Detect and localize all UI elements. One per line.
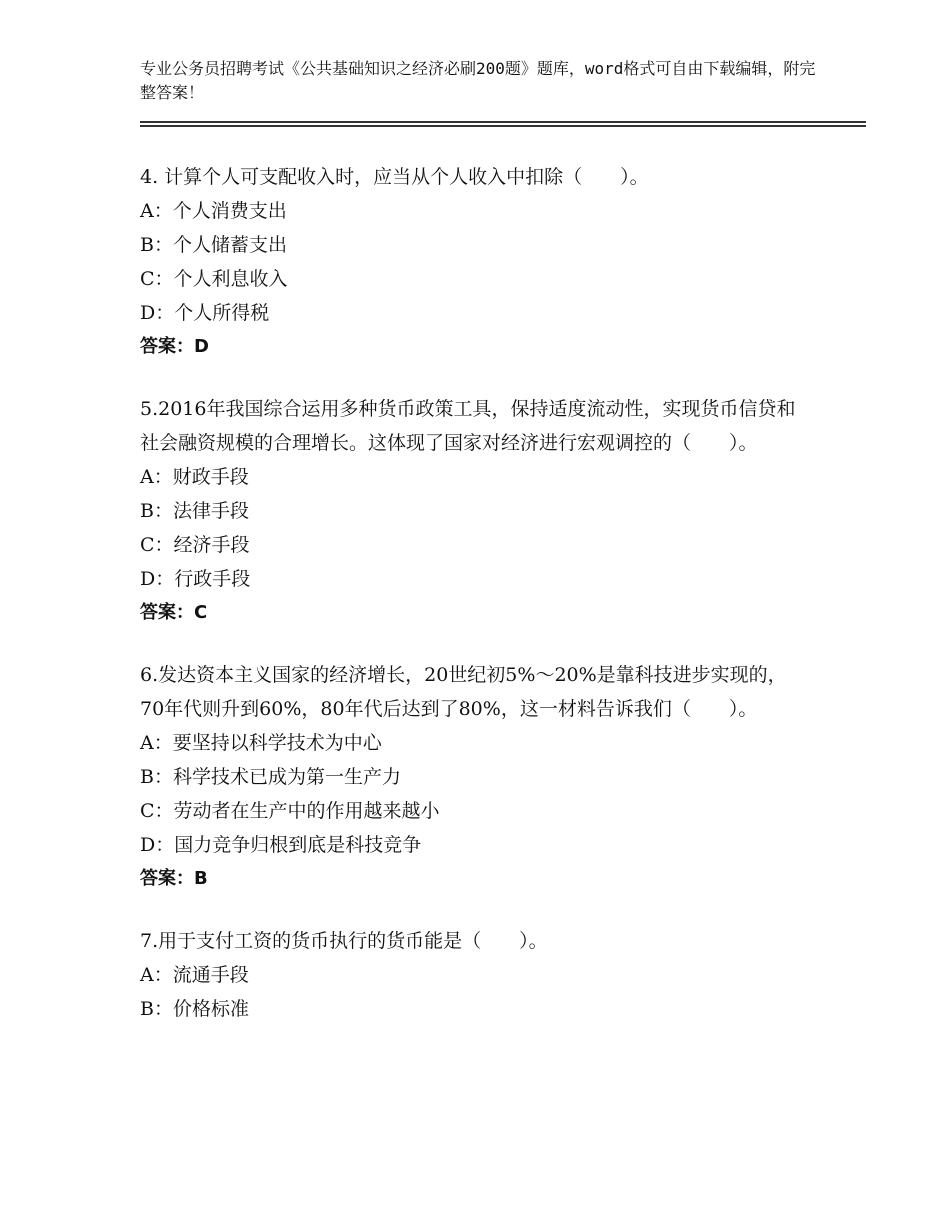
option-a: A：要坚持以科学技术为中心: [140, 732, 382, 754]
question-stem: 7.用于支付工资的货币执行的货币能是（ ）。: [140, 930, 548, 952]
option-c: C：个人利息收入: [140, 268, 288, 290]
option-c: C：劳动者在生产中的作用越来越小: [140, 800, 440, 822]
answer-label: 答案：C: [140, 602, 208, 623]
option-a: A：流通手段: [140, 964, 249, 986]
question-4: [140, 160, 810, 364]
option-a: A：个人消费支出: [140, 200, 287, 222]
option-b: B：个人储蓄支出: [140, 234, 287, 256]
question-7: [140, 924, 810, 1026]
question-stem: 5.2016年我国综合运用多种货币政策工具，保持适度流动性，实现货币信贷和社会融资规模的合理增长。这体现了国家对经济进行宏观调控的（ ）。: [140, 398, 796, 454]
document-header: 专业公务员招聘考试《公共基础知识之经济必刷200题》题库，word格式可自由下载编辑，附完整答案！: [140, 59, 816, 102]
option-b: B：法律手段: [140, 500, 249, 522]
option-d: D：行政手段: [140, 568, 251, 590]
header-divider-top: [140, 121, 866, 123]
question-stem: 4. 计算个人可支配收入时，应当从个人收入中扣除（ ）。: [140, 166, 649, 188]
option-d: D：个人所得税: [140, 302, 270, 324]
option-a: A：财政手段: [140, 466, 249, 488]
option-b: B：价格标准: [140, 998, 249, 1020]
question-6: [140, 658, 810, 896]
option-c: C：经济手段: [140, 534, 250, 556]
option-b: B：科学技术已成为第一生产力: [140, 766, 401, 788]
question-5: [140, 392, 810, 630]
question-list: [140, 160, 810, 1054]
question-stem: 6.发达资本主义国家的经济增长，20世纪初5%～20%是靠科技进步实现的，70年代则升到60%，80年代后达到了80%，这一材料告诉我们（ ）。: [140, 664, 787, 720]
answer-label: 答案：D: [140, 336, 209, 357]
answer-label: 答案：B: [140, 868, 208, 889]
option-d: D：国力竞争归根到底是科技竞争: [140, 834, 422, 856]
header-divider-bottom: [140, 125, 866, 127]
